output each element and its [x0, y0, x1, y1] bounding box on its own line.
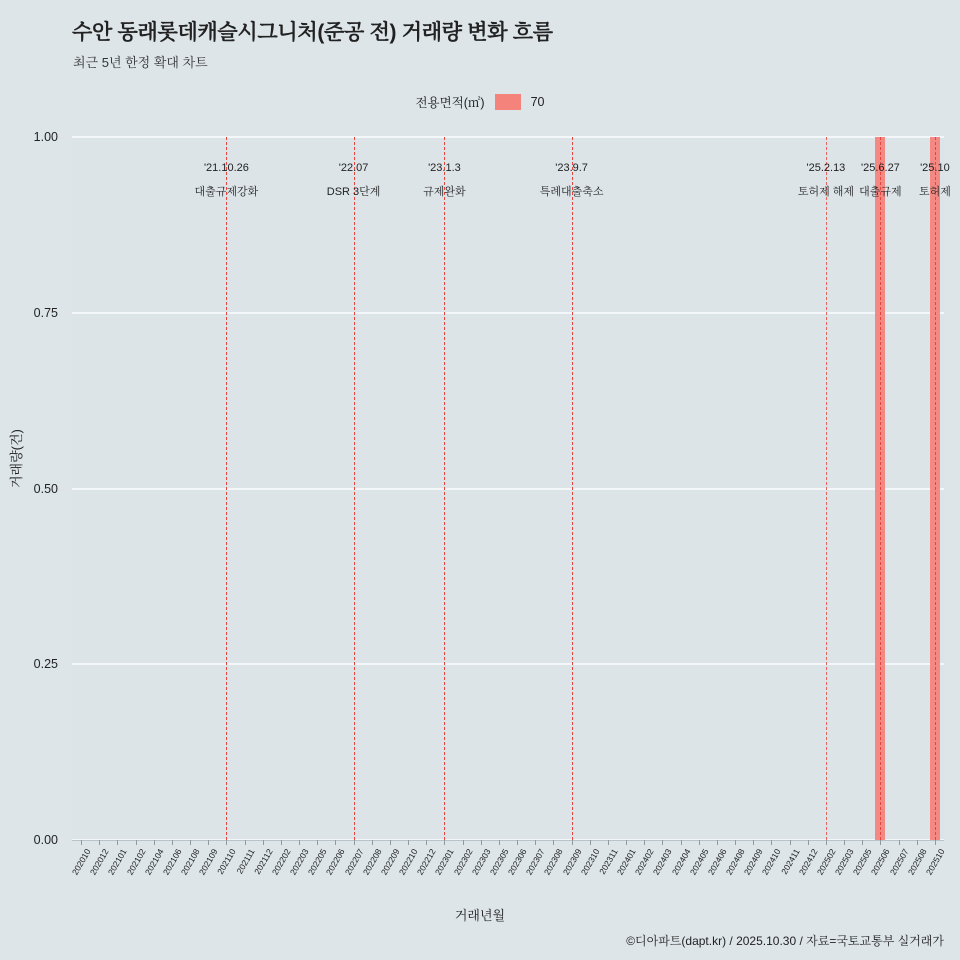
x-tick-label: 202307 — [524, 847, 547, 877]
y-tick-label: 1.00 — [33, 130, 58, 144]
x-tick — [626, 840, 627, 845]
legend-swatch-70 — [495, 94, 521, 110]
x-tick — [590, 840, 591, 845]
x-tick — [681, 840, 682, 845]
x-tick-label: 202408 — [723, 847, 747, 877]
gridline — [72, 663, 944, 665]
x-tick — [899, 840, 900, 845]
x-tick-label: 202510 — [923, 847, 947, 877]
x-tick-label: 202301 — [433, 847, 457, 877]
x-tick — [226, 840, 227, 845]
x-tick-label: 202111 — [234, 847, 257, 876]
x-tick — [81, 840, 82, 845]
x-tick-label: 202207 — [342, 847, 366, 877]
event-label: 대출규제 — [859, 186, 902, 198]
x-tick — [771, 840, 772, 845]
y-tick-label: 0.75 — [33, 305, 58, 320]
event-label: 대출규제강화 — [194, 186, 259, 198]
x-tick — [390, 840, 391, 845]
footer-credit: ©디아파트(dapt.kr) / 2025.10.30 / 자료=국토교통부 실거래가 — [626, 934, 944, 948]
x-tick — [608, 840, 609, 845]
gridline — [72, 136, 944, 138]
event-line — [826, 137, 827, 840]
x-tick-label: 202310 — [578, 847, 602, 877]
x-tick — [263, 840, 264, 845]
x-tick — [299, 840, 300, 845]
x-tick — [117, 840, 118, 845]
x-tick — [354, 840, 355, 845]
x-tick-label: 202203 — [287, 847, 311, 877]
event-label: 토허제 해제 — [797, 186, 854, 198]
x-tick-label: 202412 — [796, 847, 820, 877]
x-tick — [208, 840, 209, 845]
x-tick-label: 202410 — [760, 847, 784, 877]
x-tick-label: 202406 — [705, 847, 729, 877]
y-tick-label: 0.50 — [33, 481, 58, 496]
x-tick — [408, 840, 409, 845]
x-tick-label: 202507 — [887, 847, 911, 877]
gridline — [72, 488, 944, 490]
x-axis-title: 거래년월 — [454, 908, 506, 923]
x-tick — [190, 840, 191, 845]
x-tick-label: 202403 — [651, 847, 675, 877]
x-tick-label: 202411 — [778, 847, 802, 877]
x-tick-label: 202212 — [415, 847, 438, 877]
x-tick-label: 202508 — [905, 847, 929, 877]
x-tick — [499, 840, 500, 845]
x-tick — [917, 840, 918, 845]
x-tick — [735, 840, 736, 845]
x-tick-label: 202208 — [360, 847, 384, 877]
x-tick — [136, 840, 137, 845]
x-tick-label: 202506 — [869, 847, 893, 877]
x-tick-label: 202104 — [142, 847, 166, 877]
event-line — [880, 137, 881, 840]
x-tick-label: 202308 — [542, 847, 566, 877]
x-tick-label: 202206 — [324, 847, 348, 877]
x-tick — [154, 840, 155, 845]
event-date: '25.2.13 — [806, 162, 846, 174]
x-tick-label: 202106 — [160, 847, 184, 877]
x-tick — [317, 840, 318, 845]
x-tick-label: 202505 — [851, 847, 874, 877]
event-date: '25.6.27 — [861, 162, 900, 174]
x-tick-label: 202502 — [814, 847, 838, 877]
x-tick — [245, 840, 246, 845]
x-tick-label: 202405 — [687, 847, 711, 877]
x-tick-label: 202012 — [88, 847, 111, 877]
x-tick — [553, 840, 554, 845]
x-tick — [444, 840, 445, 845]
x-tick-label: 202305 — [487, 847, 511, 877]
x-tick — [335, 840, 336, 845]
x-tick — [844, 840, 845, 845]
x-tick — [717, 840, 718, 845]
x-tick-label: 202108 — [178, 847, 202, 877]
x-tick-label: 202303 — [469, 847, 493, 877]
x-tick — [935, 840, 936, 845]
x-tick — [826, 840, 827, 845]
x-tick-label: 202409 — [742, 847, 765, 877]
x-tick — [281, 840, 282, 845]
x-axis-ticks — [69, 840, 947, 900]
event-line — [935, 137, 936, 840]
y-tick-label: 0.25 — [33, 657, 58, 672]
x-tick — [662, 840, 663, 845]
x-tick-label: 202109 — [197, 847, 220, 877]
x-tick — [753, 840, 754, 845]
x-tick — [372, 840, 373, 845]
x-tick-label: 202306 — [505, 847, 529, 877]
event-label: DSR 3단계 — [326, 186, 381, 198]
x-tick — [99, 840, 100, 845]
x-tick-label: 202209 — [378, 847, 402, 877]
page-subtitle: 최근 5년 한정 확대 차트 — [73, 55, 208, 70]
x-tick-label: 202112 — [251, 847, 275, 877]
x-tick — [790, 840, 791, 845]
y-tick-label: 0.00 — [33, 833, 58, 847]
x-tick-label: 202202 — [269, 847, 293, 877]
x-tick — [481, 840, 482, 845]
x-tick — [880, 840, 881, 845]
event-date: '23.1.3 — [428, 162, 461, 174]
x-tick-label: 202205 — [306, 847, 329, 877]
event-line — [444, 137, 445, 840]
x-tick — [535, 840, 536, 845]
x-tick-label: 202311 — [597, 847, 620, 877]
x-tick — [644, 840, 645, 845]
gridline — [72, 312, 944, 314]
page-title: 수안 동래롯데캐슬시그니처(준공 전) 거래량 변화 흐름 — [72, 21, 553, 44]
event-line — [354, 137, 355, 840]
event-line — [226, 137, 227, 840]
event-line — [572, 137, 573, 840]
x-tick — [862, 840, 863, 845]
y-axis-labels — [0, 130, 66, 847]
x-tick — [699, 840, 700, 845]
x-tick-label: 202010 — [69, 847, 93, 877]
legend-label-70: 70 — [530, 95, 545, 109]
x-tick — [426, 840, 427, 845]
x-tick-label: 202102 — [124, 847, 148, 877]
event-label: 특례대출축소 — [539, 186, 604, 198]
x-tick-label: 202404 — [669, 847, 693, 877]
event-date: '23.9.7 — [555, 162, 588, 174]
x-tick-label: 202210 — [396, 847, 420, 877]
x-tick — [463, 840, 464, 845]
x-tick — [172, 840, 173, 845]
x-tick-label: 202110 — [215, 847, 239, 877]
x-tick-label: 202309 — [560, 847, 584, 877]
chart-legend — [0, 93, 960, 111]
x-tick-label: 202101 — [106, 847, 130, 877]
x-tick-label: 202401 — [614, 847, 638, 877]
event-label: 토허제 — [918, 186, 951, 198]
event-date: '25.10 — [920, 162, 950, 174]
plot-area — [72, 137, 944, 840]
x-tick — [517, 840, 518, 845]
x-tick-label: 202302 — [451, 847, 475, 877]
legend-title: 전용면적(㎡) — [415, 96, 485, 110]
x-tick-label: 202503 — [832, 847, 856, 877]
event-label: 규제완화 — [423, 186, 466, 198]
y-axis-title: 거래량(건) — [9, 429, 24, 488]
x-tick — [572, 840, 573, 845]
event-date: '21.10.26 — [203, 162, 249, 174]
x-tick — [808, 840, 809, 845]
event-date: '22.07 — [338, 162, 369, 174]
x-tick-label: 202402 — [633, 847, 656, 877]
